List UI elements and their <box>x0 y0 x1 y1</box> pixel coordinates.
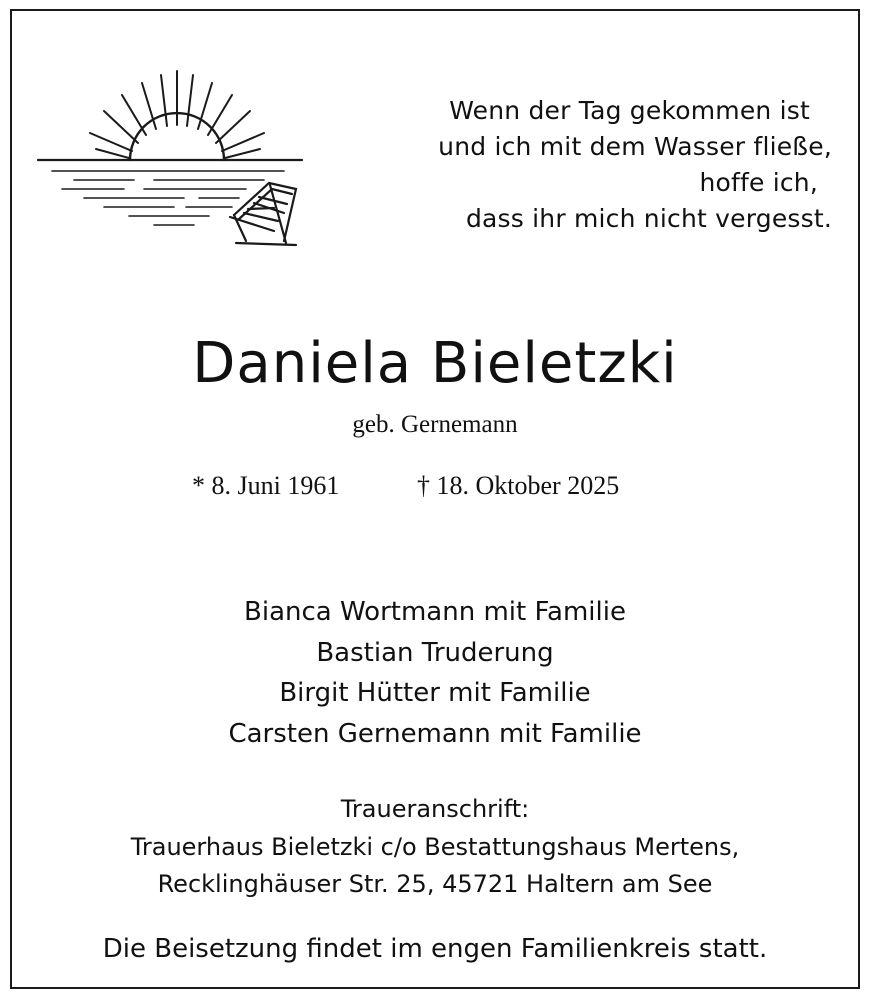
poem-line: hoffe ich, <box>699 168 818 197</box>
mourners-list <box>12 592 858 754</box>
condolence-address <box>12 791 858 904</box>
poem-line: Wenn der Tag gekommen ist <box>449 96 810 125</box>
address-line: Recklinghäuser Str. 25, 45721 Haltern am See <box>157 870 713 898</box>
obituary-notice <box>10 9 860 989</box>
death-date: † 18. Oktober 2025 <box>417 471 620 500</box>
poem-line: und ich mit dem Wasser fließe, <box>438 132 832 161</box>
mourner-item: Bianca Wortmann mit Familie <box>244 597 626 627</box>
maiden-name: geb. Gernemann <box>352 411 518 438</box>
deceased-name: Daniela Bieletzki <box>192 331 678 396</box>
mourner-item: Bastian Truderung <box>316 637 554 668</box>
burial-note: Die Beisetzung findet im engen Familienkreis statt. <box>102 934 768 964</box>
birth-date: * 8. Juni 1961 <box>192 471 340 500</box>
sunset-beach-chair-icon <box>34 63 314 253</box>
mourner-item: Carsten Gernemann mit Familie <box>228 718 642 749</box>
mourner-item: Birgit Hütter mit Familie <box>279 678 591 708</box>
address-label: Traueranschrift: <box>340 795 530 823</box>
life-dates <box>12 468 858 504</box>
poem-line: dass ihr mich nicht vergesst. <box>465 204 832 233</box>
memorial-poem <box>362 93 832 237</box>
address-line: Trauerhaus Bieletzki c/o Bestattungshaus Mertens, <box>130 832 740 861</box>
